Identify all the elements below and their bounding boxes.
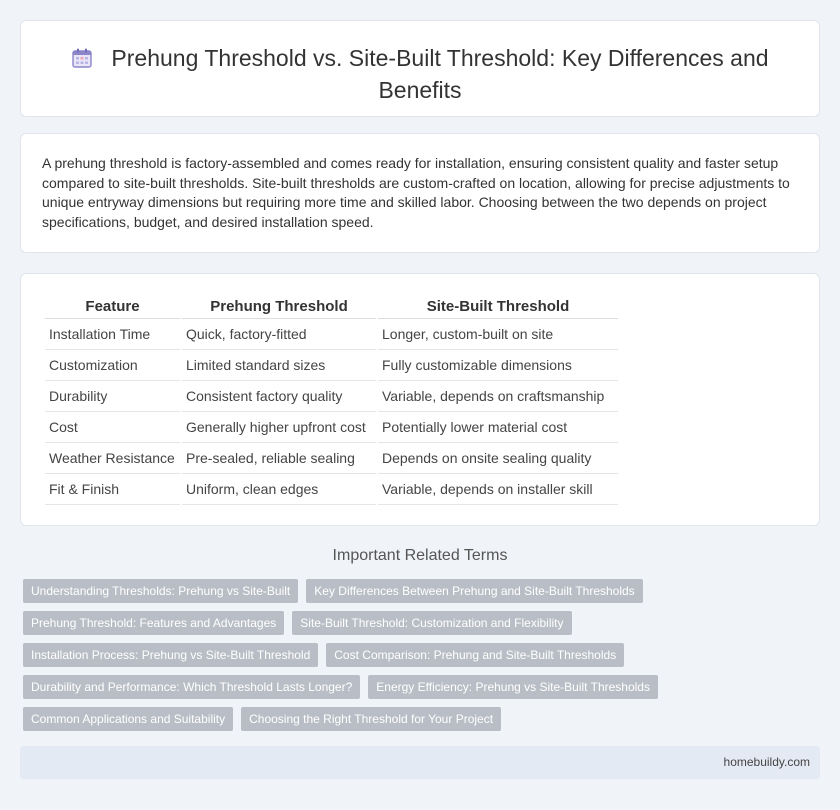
table-cell: Uniform, clean edges (182, 474, 376, 505)
header-site-built: Site-Built Threshold (378, 294, 618, 319)
related-terms-list (23, 579, 663, 739)
page-title-block (21, 44, 819, 105)
table-cell: Depends on onsite sealing quality (378, 443, 618, 474)
related-term-link[interactable]: Durability and Performance: Which Threshold Lasts Longer? (23, 675, 360, 699)
table-cell: Variable, depends on installer skill (378, 474, 618, 505)
related-term-link[interactable]: Key Differences Between Prehung and Site-Built Thresholds (306, 579, 642, 603)
table-row (45, 350, 618, 381)
table-cell: Limited standard sizes (182, 350, 376, 381)
table-row (45, 412, 618, 443)
related-terms-title: Important Related Terms (332, 547, 508, 564)
table-cell: Consistent factory quality (182, 381, 376, 412)
table-row (45, 474, 618, 505)
table-cell: Generally higher upfront cost (182, 412, 376, 443)
header-feature: Feature (45, 294, 180, 319)
table-cell: Fully customizable dimensions (378, 350, 618, 381)
table-cell: Installation Time (45, 319, 180, 350)
table-row (45, 381, 618, 412)
footer-site-link[interactable]: homebuildy.com (723, 755, 810, 769)
footer-bar (20, 746, 820, 779)
intro-card (20, 133, 820, 253)
table-cell: Longer, custom-built on site (378, 319, 618, 350)
related-term-link[interactable]: Site-Built Threshold: Customization and Flexibility (292, 611, 571, 635)
intro-paragraph: A prehung threshold is factory-assembled and comes ready for installation, ensuring consistent quality and faster setup compared to site-built thresholds. Site-built thresholds are custom-crafted on location, allowing for precise adjustments to unique entryway dimensions but requiring more time and skilled labor. Choosing between the two depends on project specifications, budget, and desired installation speed. (42, 155, 790, 230)
table-cell: Variable, depends on craftsmanship (378, 381, 618, 412)
calendar-icon (71, 47, 93, 76)
header-card (20, 20, 820, 117)
related-term-link[interactable]: Energy Efficiency: Prehung vs Site-Built Thresholds (368, 675, 658, 699)
table-header-row (45, 294, 618, 319)
table-cell: Customization (45, 350, 180, 381)
page-title: Prehung Threshold vs. Site-Built Threshold: Key Differences and Benefits (111, 45, 769, 103)
comparison-table (43, 294, 620, 505)
table-row (45, 443, 618, 474)
comparison-card (20, 273, 820, 526)
related-term-link[interactable]: Understanding Thresholds: Prehung vs Site-Built (23, 579, 298, 603)
related-term-link[interactable]: Cost Comparison: Prehung and Site-Built Thresholds (326, 643, 624, 667)
table-cell: Cost (45, 412, 180, 443)
table-cell: Durability (45, 381, 180, 412)
table-row (45, 319, 618, 350)
table-cell: Potentially lower material cost (378, 412, 618, 443)
table-cell: Quick, factory-fitted (182, 319, 376, 350)
related-term-link[interactable]: Common Applications and Suitability (23, 707, 233, 731)
table-cell: Fit & Finish (45, 474, 180, 505)
header-prehung: Prehung Threshold (182, 294, 376, 319)
table-cell: Weather Resistance (45, 443, 180, 474)
table-cell: Pre-sealed, reliable sealing (182, 443, 376, 474)
related-term-link[interactable]: Choosing the Right Threshold for Your Project (241, 707, 501, 731)
related-term-link[interactable]: Installation Process: Prehung vs Site-Built Threshold (23, 643, 318, 667)
related-term-link[interactable]: Prehung Threshold: Features and Advantages (23, 611, 284, 635)
